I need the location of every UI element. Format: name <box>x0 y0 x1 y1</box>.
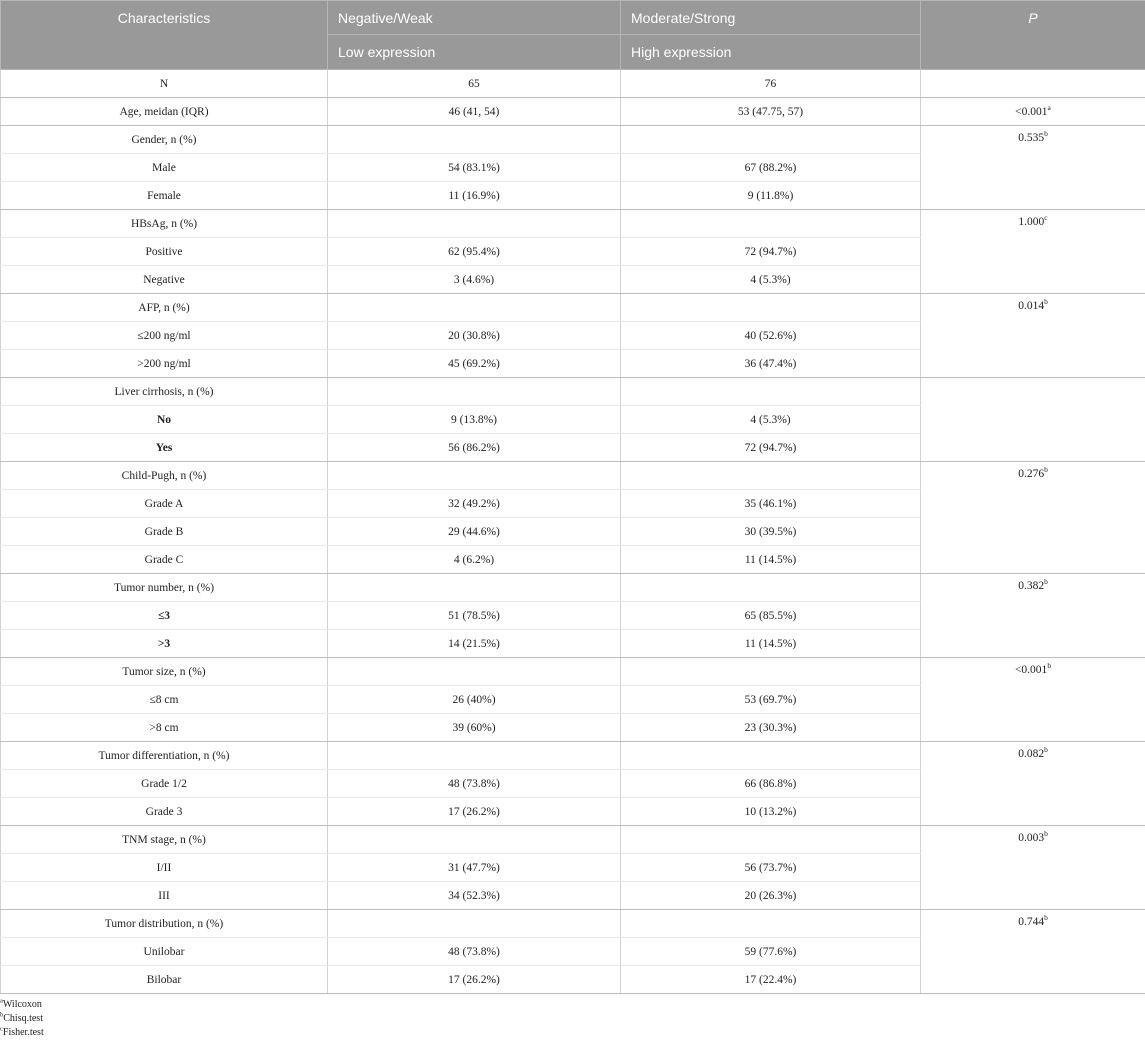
cell-p <box>921 98 1145 126</box>
cell-low: 3 (4.6%) <box>328 266 621 294</box>
footnote-mark: b <box>1044 577 1048 586</box>
p-value: 0.535 <box>1018 132 1044 144</box>
footnote-c <box>0 1026 1145 1040</box>
cell-high <box>621 210 921 238</box>
table-row-group-gender <box>1 126 1145 154</box>
cell-low <box>328 294 621 322</box>
footnote-b <box>0 1012 1145 1026</box>
cell-high <box>621 658 921 686</box>
table-row-group-child-pugh <box>1 462 1145 490</box>
header-high-expression: High expression <box>621 35 921 70</box>
group-label: Tumor differentiation, n (%) <box>1 742 328 770</box>
cell-high <box>621 294 921 322</box>
footnote-a <box>0 998 1145 1012</box>
cell-low: 4 (6.2%) <box>328 546 621 574</box>
row-label: Unilobar <box>1 938 328 966</box>
footnote-mark: b <box>0 1012 3 1019</box>
cell-high <box>621 574 921 602</box>
row-label: ≤200 ng/ml <box>1 322 328 350</box>
cell-low: 29 (44.6%) <box>328 518 621 546</box>
cell-p <box>921 658 1145 742</box>
cell-p <box>921 378 1145 462</box>
cell-low: 11 (16.9%) <box>328 182 621 210</box>
footnote-text: Chisq.test <box>3 1013 43 1024</box>
footnote-mark: c <box>1044 213 1047 222</box>
p-value: <0.001 <box>1015 664 1047 676</box>
cell-high: 72 (94.7%) <box>621 238 921 266</box>
cell-low <box>328 574 621 602</box>
table-row-n <box>1 70 1145 98</box>
cell-high <box>621 742 921 770</box>
cell-high: 67 (88.2%) <box>621 154 921 182</box>
cell-high: 11 (14.5%) <box>621 546 921 574</box>
row-label: Grade C <box>1 546 328 574</box>
cell-low: 32 (49.2%) <box>328 490 621 518</box>
cell-low <box>328 910 621 938</box>
footnote-mark: b <box>1044 913 1048 922</box>
cell-low: 39 (60%) <box>328 714 621 742</box>
group-label: TNM stage, n (%) <box>1 826 328 854</box>
cell-low: 31 (47.7%) <box>328 854 621 882</box>
footnote-mark: c <box>0 1026 3 1033</box>
cell-low: 17 (26.2%) <box>328 966 621 994</box>
cell-p <box>921 574 1145 658</box>
table-row-group-tumor-size <box>1 658 1145 686</box>
footnote-text: Fisher.test <box>3 1027 44 1038</box>
cell-p <box>921 742 1145 826</box>
cell-high: 30 (39.5%) <box>621 518 921 546</box>
table-row-group-tumor-number <box>1 574 1145 602</box>
table-row-group-hbsag <box>1 210 1145 238</box>
cell-high: 76 <box>621 70 921 98</box>
cell-low <box>328 826 621 854</box>
cell-p <box>921 210 1145 294</box>
row-label: Female <box>1 182 328 210</box>
footnote-mark: a <box>0 998 3 1005</box>
p-value: 0.744 <box>1018 916 1044 928</box>
row-label: Yes <box>1 434 328 462</box>
cell-low: 14 (21.5%) <box>328 630 621 658</box>
cell-low: 51 (78.5%) <box>328 602 621 630</box>
cell-p <box>921 462 1145 574</box>
footnote-text: Wilcoxon <box>3 999 42 1010</box>
cell-high <box>621 826 921 854</box>
cell-high: 66 (86.8%) <box>621 770 921 798</box>
group-label: Liver cirrhosis, n (%) <box>1 378 328 406</box>
row-label: Bilobar <box>1 966 328 994</box>
p-value: 0.382 <box>1018 580 1044 592</box>
cell-high: 23 (30.3%) <box>621 714 921 742</box>
cell-low: 65 <box>328 70 621 98</box>
row-label: >3 <box>1 630 328 658</box>
cell-low: 62 (95.4%) <box>328 238 621 266</box>
cell-low <box>328 126 621 154</box>
cell-low <box>328 210 621 238</box>
row-label: Negative <box>1 266 328 294</box>
cell-high: 9 (11.8%) <box>621 182 921 210</box>
table-row-group-cirrhosis <box>1 378 1145 406</box>
cell-low: 17 (26.2%) <box>328 798 621 826</box>
table-header <box>1 1 1145 70</box>
cell-low: 46 (41, 54) <box>328 98 621 126</box>
p-value: 0.014 <box>1018 300 1044 312</box>
cell-high: 36 (47.4%) <box>621 350 921 378</box>
group-label: AFP, n (%) <box>1 294 328 322</box>
cell-low: 56 (86.2%) <box>328 434 621 462</box>
cell-p <box>921 910 1145 994</box>
footnote-mark: b <box>1044 465 1048 474</box>
row-label: Grade A <box>1 490 328 518</box>
table-row-age <box>1 98 1145 126</box>
table-row-group-afp <box>1 294 1145 322</box>
table-row-group-distribution <box>1 910 1145 938</box>
cell-p <box>921 70 1145 98</box>
row-label: Grade 1/2 <box>1 770 328 798</box>
cell-low <box>328 462 621 490</box>
cell-high: 4 (5.3%) <box>621 266 921 294</box>
cell-high: 10 (13.2%) <box>621 798 921 826</box>
row-label: Grade B <box>1 518 328 546</box>
row-label: N <box>1 70 328 98</box>
cell-low: 34 (52.3%) <box>328 882 621 910</box>
cell-low: 20 (30.8%) <box>328 322 621 350</box>
cell-high: 17 (22.4%) <box>621 966 921 994</box>
cell-high: 35 (46.1%) <box>621 490 921 518</box>
row-label: >200 ng/ml <box>1 350 328 378</box>
header-negative-weak: Negative/Weak <box>328 1 621 35</box>
p-value: 0.276 <box>1018 468 1044 480</box>
cell-low: 45 (69.2%) <box>328 350 621 378</box>
cell-high: 53 (69.7%) <box>621 686 921 714</box>
table-footnotes <box>0 994 1145 1040</box>
cell-low: 48 (73.8%) <box>328 938 621 966</box>
cell-high: 72 (94.7%) <box>621 434 921 462</box>
row-label: ≤8 cm <box>1 686 328 714</box>
cell-high: 59 (77.6%) <box>621 938 921 966</box>
cell-low: 9 (13.8%) <box>328 406 621 434</box>
p-value: 0.082 <box>1018 748 1044 760</box>
header-p-value: P <box>921 1 1145 70</box>
row-label: I/II <box>1 854 328 882</box>
cell-low <box>328 378 621 406</box>
cell-high <box>621 910 921 938</box>
cell-low <box>328 742 621 770</box>
cell-p <box>921 126 1145 210</box>
cell-high: 4 (5.3%) <box>621 406 921 434</box>
row-label: Grade 3 <box>1 798 328 826</box>
group-label: HBsAg, n (%) <box>1 210 328 238</box>
header-characteristics: Characteristics <box>1 1 328 70</box>
header-low-expression: Low expression <box>328 35 621 70</box>
cell-high: 56 (73.7%) <box>621 854 921 882</box>
table-row-group-tnm <box>1 826 1145 854</box>
cell-low: 54 (83.1%) <box>328 154 621 182</box>
row-label: Male <box>1 154 328 182</box>
footnote-mark: a <box>1048 103 1051 112</box>
cell-low: 26 (40%) <box>328 686 621 714</box>
group-label: Child-Pugh, n (%) <box>1 462 328 490</box>
row-label: No <box>1 406 328 434</box>
cell-high: 20 (26.3%) <box>621 882 921 910</box>
footnote-mark: b <box>1044 745 1048 754</box>
footnote-mark: b <box>1047 661 1051 670</box>
group-label: Tumor distribution, n (%) <box>1 910 328 938</box>
cell-high <box>621 462 921 490</box>
row-label: Positive <box>1 238 328 266</box>
cell-low <box>328 658 621 686</box>
footnote-mark: b <box>1044 829 1048 838</box>
p-value: 0.003 <box>1018 832 1044 844</box>
footnote-mark: b <box>1044 129 1048 138</box>
p-value: 1.000 <box>1018 216 1044 228</box>
row-label: >8 cm <box>1 714 328 742</box>
group-label: Tumor number, n (%) <box>1 574 328 602</box>
row-label: Age, meidan (IQR) <box>1 98 328 126</box>
cell-high: 65 (85.5%) <box>621 602 921 630</box>
row-label: ≤3 <box>1 602 328 630</box>
header-moderate-strong: Moderate/Strong <box>621 1 921 35</box>
cell-high: 11 (14.5%) <box>621 630 921 658</box>
cell-p <box>921 294 1145 378</box>
row-label: III <box>1 882 328 910</box>
cell-p <box>921 826 1145 910</box>
footnote-mark: b <box>1044 297 1048 306</box>
group-label: Tumor size, n (%) <box>1 658 328 686</box>
cell-low: 48 (73.8%) <box>328 770 621 798</box>
table-row-group-differentiation <box>1 742 1145 770</box>
cell-high <box>621 378 921 406</box>
cell-high <box>621 126 921 154</box>
p-value: <0.001 <box>1015 106 1047 118</box>
group-label: Gender, n (%) <box>1 126 328 154</box>
cell-high: 53 (47.75, 57) <box>621 98 921 126</box>
cell-high: 40 (52.6%) <box>621 322 921 350</box>
